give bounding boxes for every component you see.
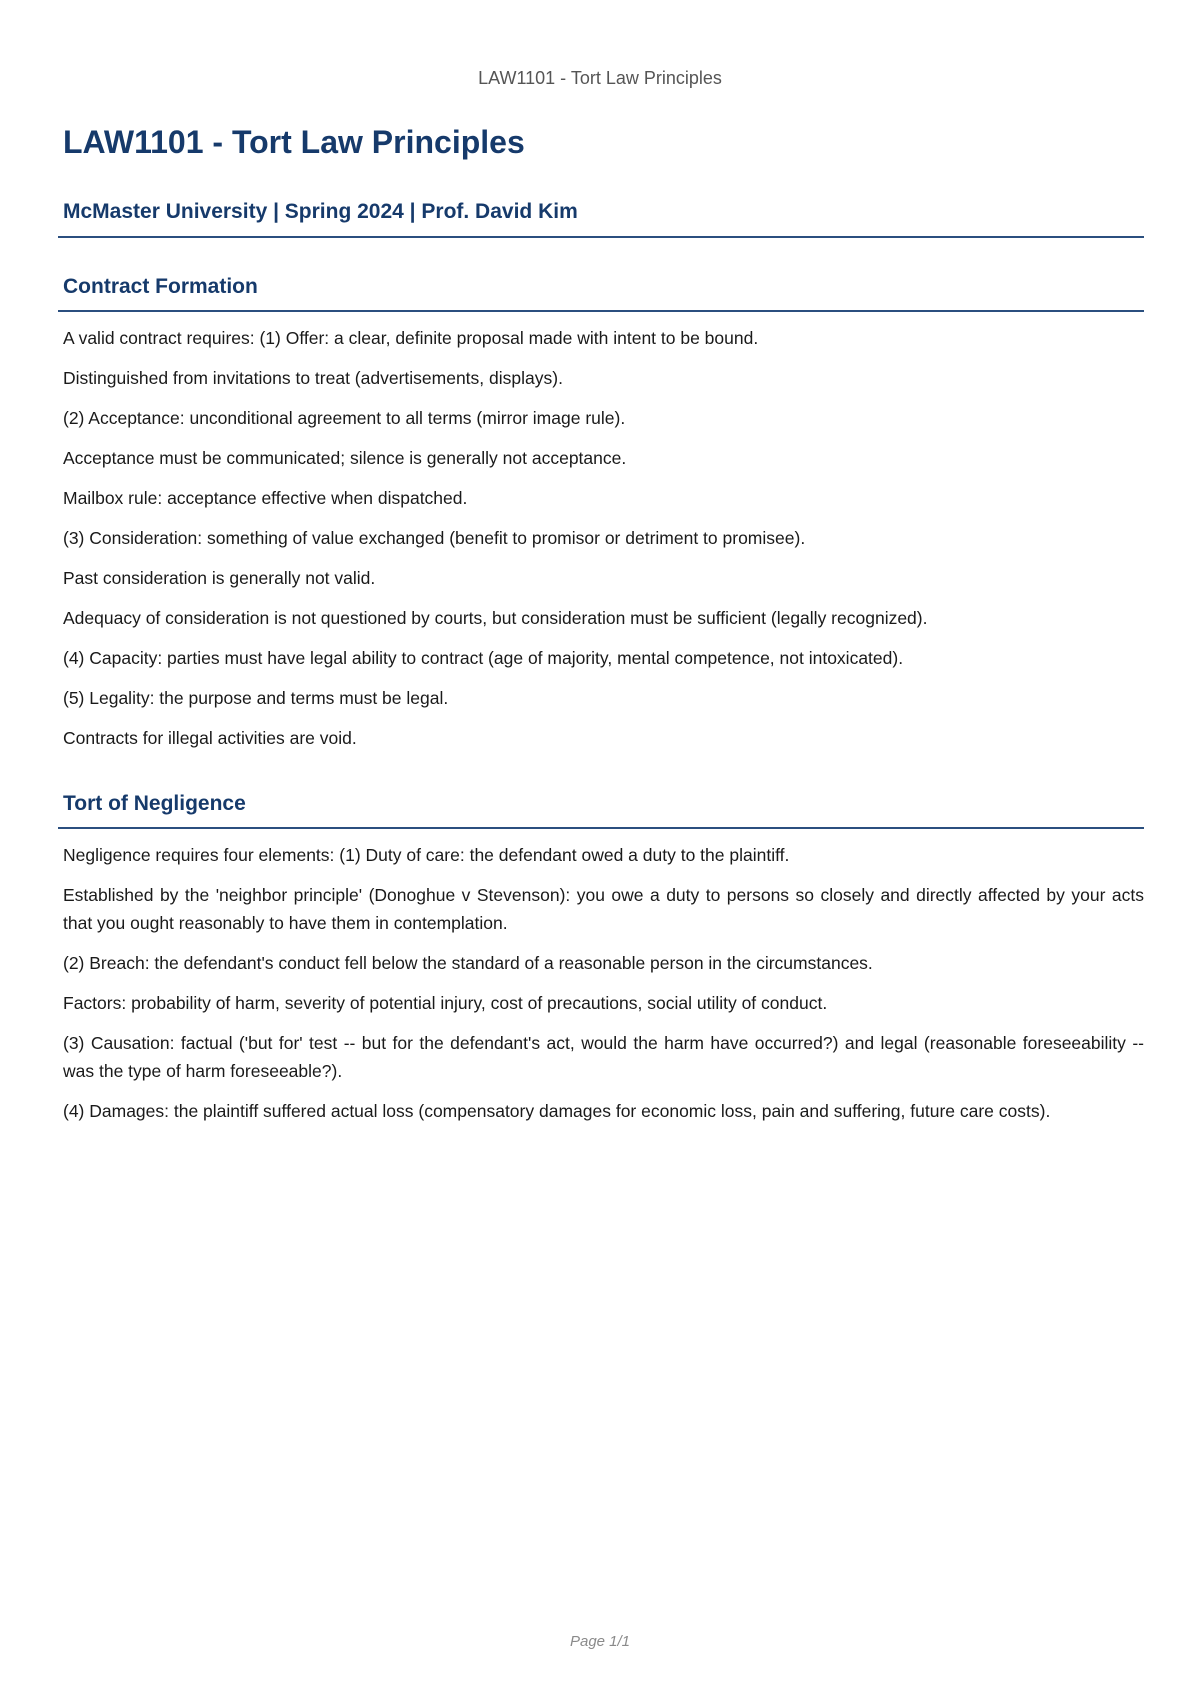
paragraph: (5) Legality: the purpose and terms must be legal. <box>63 688 449 708</box>
section-heading: Tort of Negligence <box>58 790 1144 829</box>
paragraph-list <box>58 324 1144 752</box>
page-number: Page 1/1 <box>569 1633 631 1650</box>
section-heading: Contract Formation <box>58 273 1144 312</box>
paragraph: A valid contract requires: (1) Offer: a clear, definite proposal made with intent to be bound. <box>63 328 759 348</box>
paragraph: (3) Consideration: something of value exchanged (benefit to promisor or detriment to promisee). <box>63 528 806 548</box>
course-subtitle: McMaster University | Spring 2024 | Prof. David Kim <box>58 198 1144 238</box>
paragraph-list <box>58 841 1144 1125</box>
paragraph: Past consideration is generally not valid. <box>63 568 376 588</box>
paragraph: Distinguished from invitations to treat (advertisements, displays). <box>63 368 563 388</box>
section-contract-formation <box>58 273 1144 752</box>
document-body <box>58 122 1144 1137</box>
paragraph: (4) Capacity: parties must have legal ability to contract (age of majority, mental competence, not intoxicated). <box>63 648 904 668</box>
section-tort-of-negligence <box>58 790 1144 1125</box>
paragraph: Factors: probability of harm, severity of potential injury, cost of precautions, social utility of conduct. <box>63 993 828 1013</box>
paragraph: (4) Damages: the plaintiff suffered actual loss (compensatory damages for economic loss, pain and suffering, future care costs). <box>63 1101 1051 1121</box>
paragraph: (3) Causation: factual ('but for' test -- but for the defendant's act, would the harm have occurred?) and legal (reasonable foreseeability -- was the type of harm foreseeable?). <box>63 1033 1144 1081</box>
paragraph: Contracts for illegal activities are void. <box>63 728 357 748</box>
page-title: LAW1101 - Tort Law Principles <box>63 124 525 160</box>
paragraph: Adequacy of consideration is not questioned by courts, but consideration must be sufficient (legally recognized). <box>63 608 928 628</box>
paragraph: Established by the 'neighbor principle' (Donoghue v Stevenson): you owe a duty to persons so closely and directly affected by your acts that you ought reasonably to have them in contemplation. <box>63 885 1144 933</box>
paragraph: Acceptance must be communicated; silence is generally not acceptance. <box>63 448 627 468</box>
paragraph: Negligence requires four elements: (1) Duty of care: the defendant owed a duty to the plaintiff. <box>63 845 790 865</box>
running-header: LAW1101 - Tort Law Principles <box>478 68 722 88</box>
paragraph: (2) Acceptance: unconditional agreement to all terms (mirror image rule). <box>63 408 626 428</box>
paragraph: Mailbox rule: acceptance effective when dispatched. <box>63 488 468 508</box>
paragraph: (2) Breach: the defendant's conduct fell below the standard of a reasonable person in the circumstances. <box>63 953 873 973</box>
